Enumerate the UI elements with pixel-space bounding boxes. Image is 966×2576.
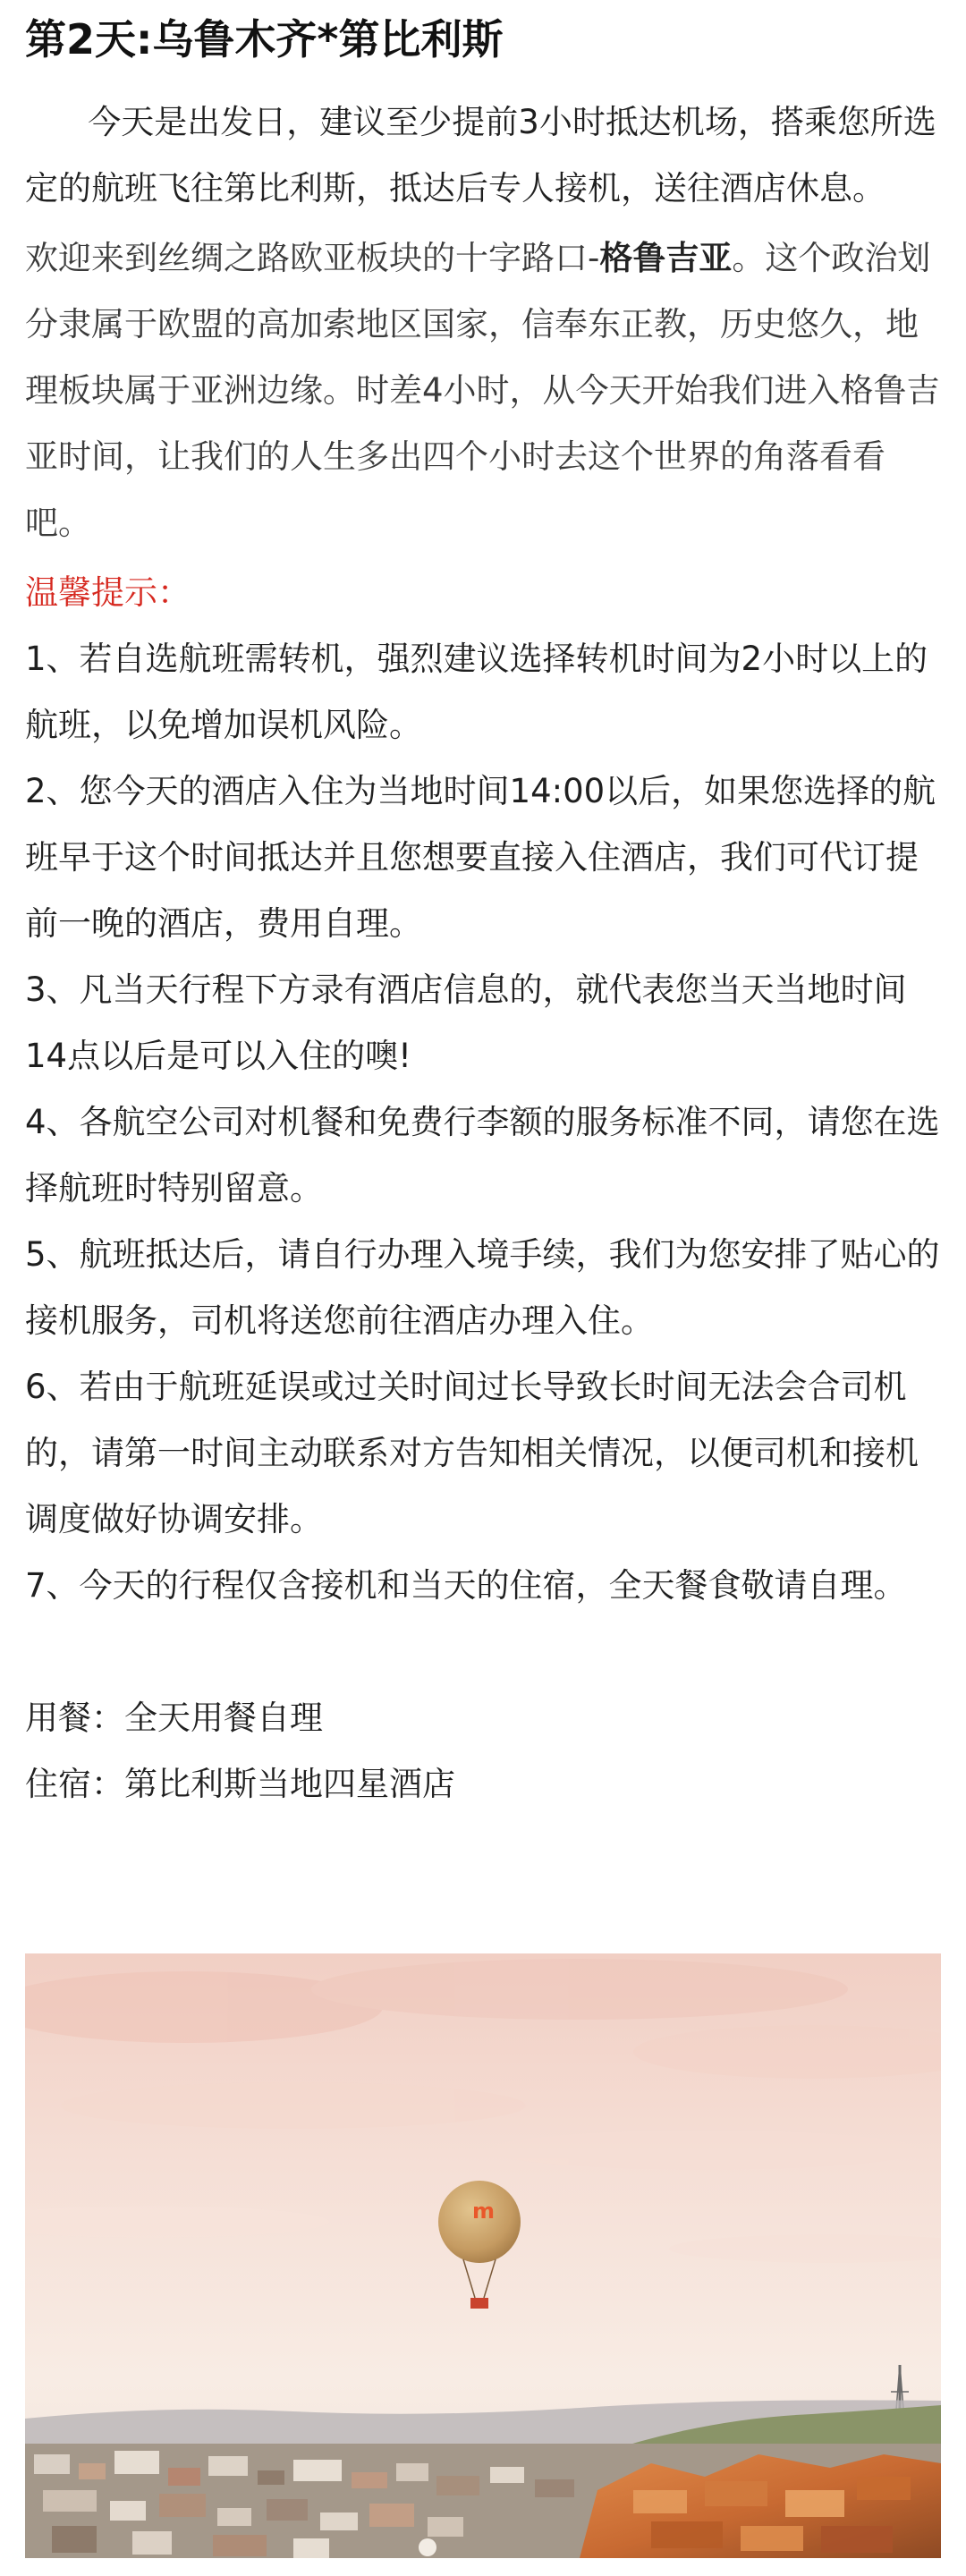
photo-illustration	[25, 1953, 941, 2558]
tip-item: 7、今天的行程仅含接机和当天的住宿，全天餐食敬请自理。	[25, 1566, 907, 1605]
balloon-logo: m	[472, 2199, 496, 2224]
intro-paragraph: 今天是出发日，建议至少提前3小时抵达机场，搭乘您所选定的航班飞往第比利斯，抵达后专人接机，送往酒店休息。	[25, 103, 936, 208]
tip-item: 4、各航空公司对机餐和免费行李额的服务标准不同，请您在选择航班时特别留意。	[25, 1103, 940, 1208]
tip-item: 5、航班抵达后，请自行办理入境手续，我们为您安排了贴心的接机服务，司机将送您前往酒店办理入住。	[25, 1235, 940, 1340]
spacer	[25, 1619, 941, 1685]
meals-line: 用餐：全天用餐自理	[25, 1699, 323, 1737]
tips-list	[25, 626, 941, 1619]
welcome-text-after: 。这个政治划分隶属于欧盟的高加索地区国家，信奉东正教，历史悠久，地理板块属于亚洲边缘。时差4小时，从今天开始我们进入格鲁吉亚时间，让我们的人生多出四个小时去这个世界的角落看看吧。	[25, 239, 940, 542]
tip-item: 2、您今天的酒店入住为当地时间14:00以后，如果您选择的航班早于这个时间抵达并且您想要直接入住酒店，我们可代订提前一晚的酒店，费用自理。	[25, 772, 936, 943]
lodging-line: 住宿：第比利斯当地四星酒店	[25, 1765, 455, 1803]
balloon-basket	[470, 2298, 488, 2309]
tbilisi-photo	[25, 1953, 941, 2558]
tip-item: 6、若由于航班延误或过关时间过长导致长时间无法会合司机的，请第一时间主动联系对方告知相关情况，以便司机和接机调度做好协调安排。	[25, 1368, 919, 1538]
day-title: 第2天:乌鲁木齐*第比利斯	[25, 15, 504, 64]
tips-heading: 温馨提示：	[25, 573, 191, 612]
tip-item: 1、若自选航班需转机，强烈建议选择转机时间为2小时以上的航班，以免增加误机风险。	[25, 640, 928, 744]
welcome-paragraph	[25, 225, 941, 556]
country-name: 格鲁吉亚	[599, 239, 733, 277]
welcome-text-before: 欢迎来到丝绸之路欧亚板块的十字路口-	[25, 239, 600, 277]
tip-item: 3、凡当天行程下方录有酒店信息的，就代表您当天当地时间14点以后是可以入住的噢!	[25, 970, 907, 1075]
